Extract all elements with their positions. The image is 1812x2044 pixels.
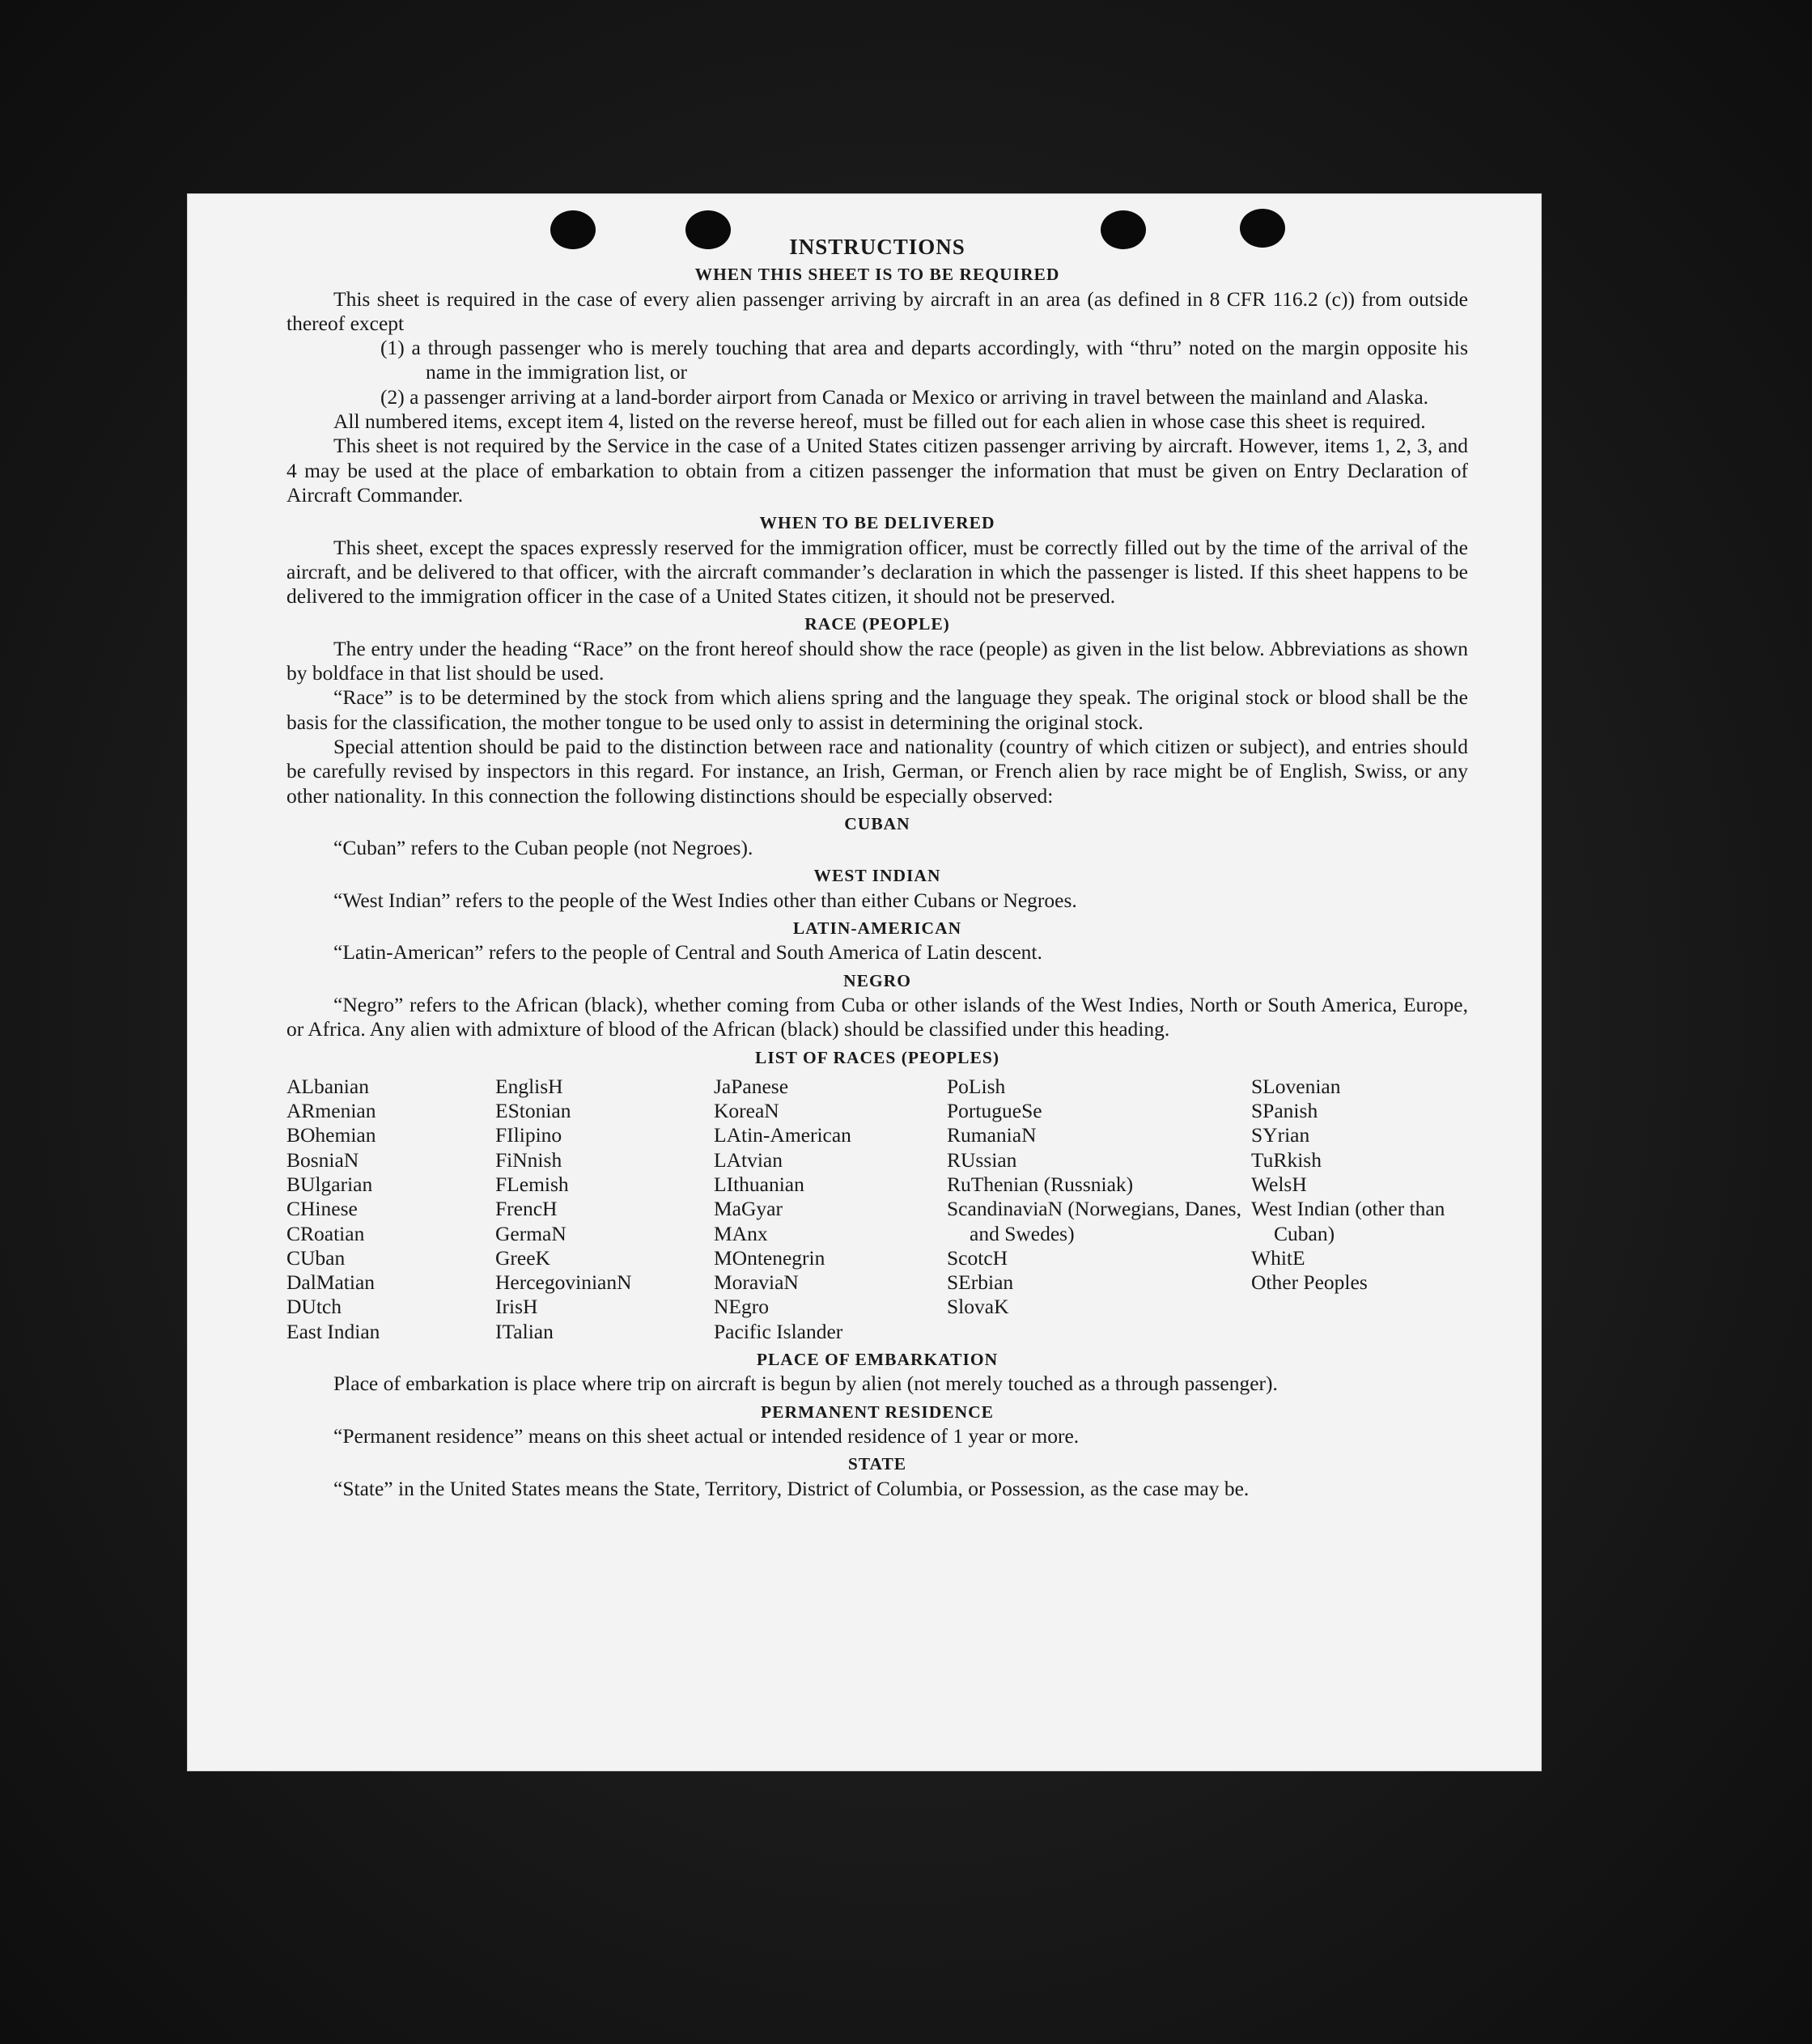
list-item: BosniaN [286, 1147, 359, 1172]
section-heading: WHEN THIS SHEET IS TO BE REQUIRED [694, 265, 1060, 285]
paragraph: This sheet is not required by the Service in the case of a United States citizen passenger arriving by aircraft. However, items 1, 2, 3, and 4 may be used at the place of embarkation to obtain from a citizen passenger the information that must be given on Entry Declaration of Aircraft Commander. [286, 434, 1468, 507]
races-column [495, 1075, 714, 1344]
list-item: SPanish [1251, 1099, 1318, 1123]
list-item: SYrian [1251, 1123, 1310, 1147]
section-heading: WEST INDIAN [813, 866, 941, 886]
list-item: GreeK [495, 1245, 550, 1270]
races-column [947, 1075, 1251, 1344]
races-column [714, 1075, 947, 1344]
list-item: LAtin-American [714, 1123, 851, 1147]
list-item: Pacific Islander [714, 1319, 843, 1343]
list-item: ALbanian [286, 1074, 369, 1098]
section-heading: RACE (PEOPLE) [804, 614, 950, 634]
list-item: ITalian [495, 1319, 554, 1343]
list-item: WelsH [1251, 1172, 1307, 1196]
paragraph: Special attention should be paid to the distinction between race and nationality (country of which citizen or subject), and entries should be carefully revised by inspectors in this regard. For instance, an Irish, German, or French alien by race might be of English, Swiss, or any other nationality. In this connection the following distinctions should be especially observed: [286, 734, 1468, 808]
paragraph: The entry under the heading “Race” on the front hereof should show the race (people) as given in the list below. Abbreviations as shown by boldface in that list should be used. [286, 636, 1468, 685]
list-item: ScandinaviaN (Norwegians, Danes, and Swedes) [947, 1197, 1241, 1245]
list-item: NEgro [714, 1295, 769, 1319]
list-item: DalMatian [286, 1270, 376, 1295]
paragraph: “West Indian” refers to the people of the West Indies other than either Cubans or Negroes. [333, 888, 1077, 912]
paragraph: “Race” is to be determined by the stock from which aliens spring and the language they speak. The original stock or blood shall be the basis for the classification, the mother tongue to be used only to assist in determining the original stock. [286, 685, 1468, 734]
list-item: MaGyar [714, 1197, 783, 1221]
instructions-title: INSTRUCTIONS [789, 235, 965, 259]
paragraph: “State” in the United States means the State, Territory, District of Columbia, or Possession, as the case may be. [333, 1476, 1250, 1500]
section-heading: LIST OF RACES (PEOPLES) [755, 1047, 999, 1067]
paragraph: All numbered items, except item 4, listed on the reverse hereof, must be filled out for each alien in whose case this sheet is required. [333, 409, 1426, 434]
list-item: ScotcH [947, 1245, 1008, 1270]
list-item: IrisH [495, 1295, 538, 1319]
paragraph: Place of embarkation is place where trip on aircraft is begun by alien (not merely touched as a through passenger). [333, 1372, 1278, 1396]
list-item: Other Peoples [1251, 1270, 1368, 1295]
list-item: EStonian [495, 1099, 571, 1123]
list-item: EnglisH [495, 1074, 563, 1098]
document-page [188, 194, 1541, 1770]
list-item: RUssian [947, 1147, 1017, 1172]
list-item: CUban [286, 1245, 346, 1270]
list-item: FrencH [495, 1197, 558, 1221]
list-item: West Indian (other than Cuban) [1251, 1197, 1445, 1245]
list-item: BOhemian [286, 1123, 376, 1147]
list-item: RumaniaN [947, 1123, 1037, 1147]
paragraph: “Latin-American” refers to the people of Central and South America of Latin descent. [333, 940, 1042, 965]
list-item: (2) a passenger arriving at a land-border airport from Canada or Mexico or arriving in travel between the mainland and Alaska. [380, 384, 1429, 409]
list-item: CRoatian [286, 1221, 365, 1245]
list-item: MoraviaN [714, 1270, 799, 1295]
list-item: TuRkish [1251, 1147, 1322, 1172]
section-heading: CUBAN [844, 813, 910, 833]
list-item: SLovenian [1251, 1074, 1341, 1098]
races-column [1251, 1075, 1468, 1344]
list-item: HercegovinianN [495, 1270, 632, 1295]
list-item: WhitE [1251, 1245, 1305, 1270]
paragraph: This sheet is required in the case of every alien passenger arriving by aircraft in an area (as defined in 8 CFR 116.2 (c)) from outside thereof except [286, 286, 1468, 335]
list-item: SlovaK [947, 1295, 1009, 1319]
section-heading: NEGRO [843, 970, 911, 990]
list-item: GermaN [495, 1221, 567, 1245]
list-item: KoreaN [714, 1099, 779, 1123]
document-body [286, 235, 1468, 1501]
section-heading: LATIN-AMERICAN [792, 918, 962, 939]
list-item: FiNnish [495, 1147, 562, 1172]
paragraph: “Negro” refers to the African (black), whether coming from Cuba or other islands of the West Indies, North or South America, Europe, or Africa. Any alien with admixture of blood of the African (black) should be classified under this heading. [286, 992, 1468, 1041]
list-item: ARmenian [286, 1099, 376, 1123]
list-item: RuThenian (Russniak) [947, 1172, 1134, 1196]
section-heading: PLACE OF EMBARKATION [756, 1350, 999, 1370]
section-heading: WHEN TO BE DELIVERED [759, 513, 995, 533]
section-heading: STATE [847, 1454, 907, 1474]
list-item: JaPanese [714, 1074, 789, 1098]
list-item: BUlgarian [286, 1172, 373, 1196]
list-item: East Indian [286, 1319, 380, 1343]
list-item: MOntenegrin [714, 1245, 825, 1270]
list-item: (1) a through passenger who is merely touching that area and departs accordingly, with “thru” noted on the margin opposite his name in the immigration list, or [380, 336, 1468, 384]
paragraph: “Permanent residence” means on this sheet actual or intended residence of 1 year or more. [333, 1423, 1080, 1448]
list-item: CHinese [286, 1197, 358, 1221]
paragraph: This sheet, except the spaces expressly reserved for the immigration officer, must be correctly filled out by the time of the arrival of the aircraft, and be delivered to that officer, with the aircraft commander’s declaration in which the passenger is listed. If this sheet happens to be delivered to the immigration officer in the case of a United States citizen, it should not be preserved. [286, 535, 1468, 609]
list-item: FLemish [495, 1172, 569, 1196]
list-item: PortugueSe [947, 1099, 1042, 1123]
list-item: DUtch [286, 1295, 342, 1319]
paragraph: “Cuban” refers to the Cuban people (not Negroes). [333, 836, 753, 860]
races-list [286, 1075, 1468, 1344]
section-heading: PERMANENT RESIDENCE [761, 1402, 994, 1422]
list-item: FIlipino [495, 1123, 562, 1147]
races-column [286, 1075, 495, 1344]
list-item: PoLish [947, 1074, 1006, 1098]
list-item: MAnx [714, 1221, 768, 1245]
list-item: LAtvian [714, 1147, 783, 1172]
list-item: LIthuanian [714, 1172, 804, 1196]
list-item: SErbian [947, 1270, 1014, 1295]
